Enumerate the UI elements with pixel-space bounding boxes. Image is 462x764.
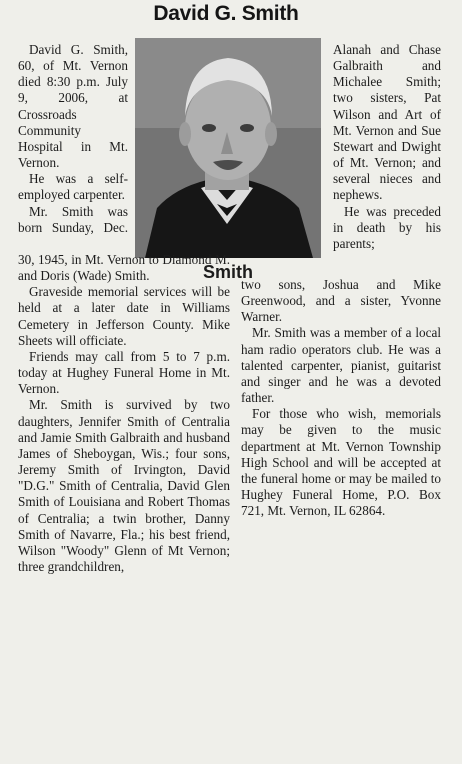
paragraph-survivors-cont: Alanah and Chase Galbraith and Michalee Smith; two sisters, Pat Wilson and Art of Mt. Vernon and Sue Stewart and Dwight of Mt. Vernon; and several nieces and nephews. xyxy=(333,42,441,203)
paragraph-preceded: He was preceded in death by his parents; xyxy=(333,203,441,251)
paragraph-preceded-cont: two sons, Joshua and Mike Greenwood, and a sister, Yvonne Warner. xyxy=(241,277,441,325)
paragraph-visitation: Friends may call from 5 to 7 p.m. today at Hughey Funeral Home in Mt. Vernon. xyxy=(18,348,230,397)
paragraph-death-notice: David G. Smith, 60, of Mt. Vernon died 8:30 p.m. July 9, 2006, at Crossroads Community Hospital in Mt. Vernon. xyxy=(18,42,128,171)
headline: David G. Smith xyxy=(153,2,299,25)
column-left-bottom xyxy=(18,252,230,575)
portrait-photo xyxy=(135,38,321,258)
paragraph-memorials: For those who wish, memorials may be given to the music department at Mt. Vernon Township High School and will be accepted at the funeral home or may be mailed to Hughey Funeral Home, P.O. Box 721, Mt. Vernon, IL 62864. xyxy=(241,406,441,519)
paragraph-birth-cont: 30, 1945, in Mt. Vernon to Diamond M. and Doris (Wade) Smith. xyxy=(18,252,230,284)
paragraph-survivors: Mr. Smith is survived by two daughters, Jennifer Smith of Centralia and Jamie Smith Galbraith and husband James of Sheboygan, Wis.; four sons, Jeremy Smith of Irvington, David "D.G." Smith of Centralia, David Glen Smith of Louisiana and Robert Thomas of Centralia; a twin brother, Danny Smith of Navarre, Fla.; his best friend, Wilson "Woody" Glenn of Mt Vernon; three grandchildren, xyxy=(18,397,230,574)
paragraph-biography: Mr. Smith was a member of a local ham radio operators club. He was a talented carpenter, pianist, guitarist and singer and he was a devoted father. xyxy=(241,325,441,406)
column-right-top xyxy=(333,42,441,252)
column-left-top xyxy=(18,42,128,236)
paragraph-occupation: He was a self-employed carpenter. xyxy=(18,171,128,203)
paragraph-services: Graveside memorial services will be held at a later date in Williams Cemetery in Jefferson County. Mike Sheets will officiate. xyxy=(18,284,230,348)
portrait-image xyxy=(135,38,321,258)
paragraph-birth-start: Mr. Smith was born Sunday, Dec. xyxy=(18,203,128,235)
column-right-bottom xyxy=(241,277,441,519)
photo-caption: Smith xyxy=(202,262,253,282)
